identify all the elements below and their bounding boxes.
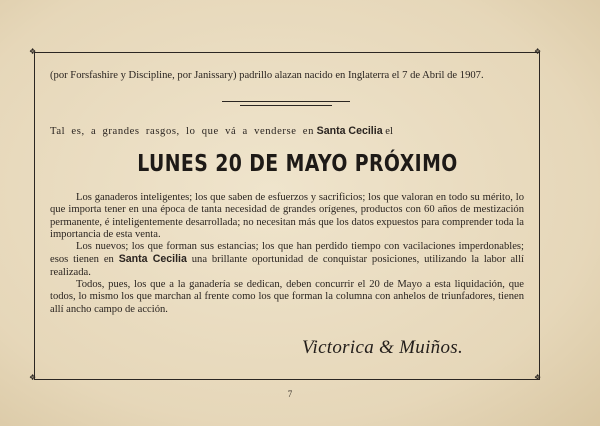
paragraph-new-ranchers [50, 241, 524, 279]
separator-rule-short [240, 105, 332, 106]
pedigree-line: (por Forsfashire y Discipline, por Janissary) padrillo alazan nacido en Inglaterra el 7 de Abril de 1907. [50, 70, 484, 81]
paragraph-text: una brillante oportunidad de conquistar posiciones, utilizando la labor allí realizada. [50, 254, 524, 278]
ranch-name-highlight: Santa Cecilia [118, 253, 187, 266]
corner-ornament-icon: ❖ [29, 373, 37, 382]
paragraph-call-to-attend: Todos, pues, los que a la ganadería se dedican, deben concurrir el 20 de Mayo a esta liquidación, que todos, lo mismo los que marchan al frente como los que forman la columna con anhelos de triunfadores, tienen allí ancho campo de acción. [50, 279, 524, 315]
sale-date-headline: LUNES 20 DE MAYO PRÓXIMO [137, 151, 458, 177]
corner-ornament-icon: ❖ [534, 47, 542, 56]
sale-intro [50, 124, 522, 139]
corner-ornament-icon: ❖ [29, 47, 37, 56]
signature: Victorica & Muiños. [302, 337, 464, 358]
paragraph-experienced-ranchers: Los ganaderos inteligentes; los que saben de esfuerzos y sacrificios; los que valoran en todo su mérito, lo que importa tener en una época de tanta necesidad de grandes orígenes, productos con 60 años de mestización permanente, é inteligentemente desarrollada; no necesitan más que los datos expuestos para comprender toda la importancia de esta venta. [50, 192, 524, 240]
corner-ornament-icon: ❖ [534, 373, 542, 382]
intro-text-end: el [385, 126, 393, 137]
intro-text: Tal es, a grandes rasgos, lo que vá a venderse en [50, 126, 314, 137]
page-number: 7 [287, 389, 293, 399]
paragraph-text: Los nuevos; los que forman sus estancias; los que han perdido tiempo con vacilaciones imperdonables; esos tienen en [50, 241, 524, 266]
ranch-name-highlight: Santa Cecilia [316, 125, 383, 137]
separator-rule [222, 101, 350, 102]
body-text [50, 192, 524, 316]
